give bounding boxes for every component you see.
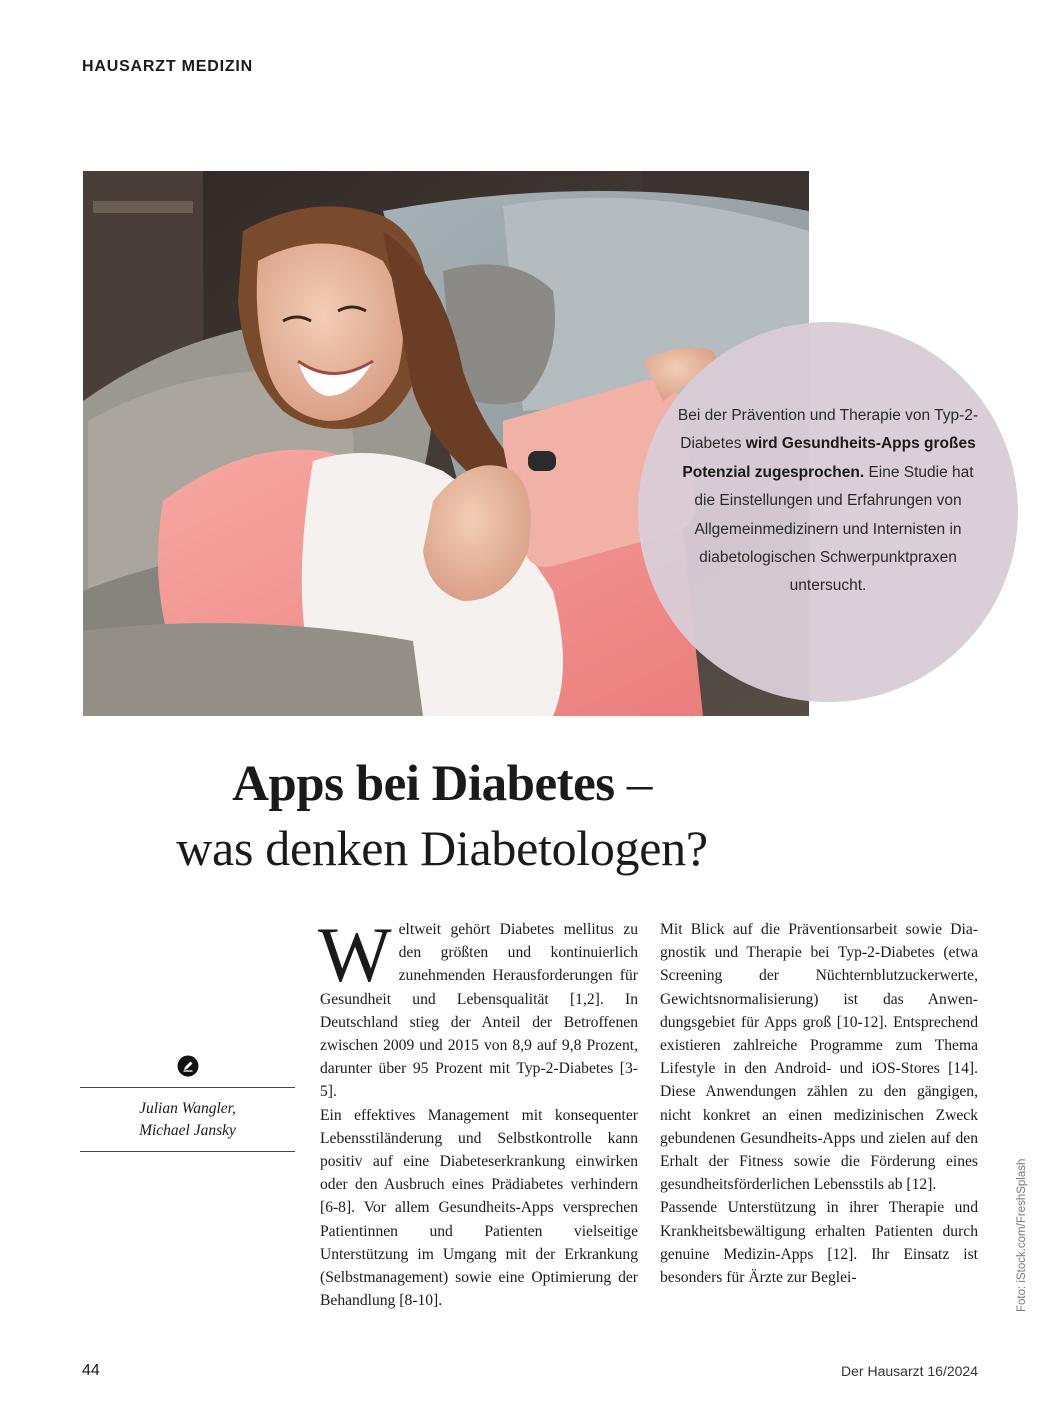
teaser-part1: Bei der Prävention und Therapie von Typ-2-Diabetes [677, 407, 979, 453]
headline-line2: was denken Diabetologen? [176, 820, 708, 876]
body-paragraph: Ein effektives Management mit konsequenter Lebensstiländerung und Selbstkontrolle kann positiv auf eine Diabeteserkrankung einwirken oder den Ausbruch eines Prädiabetes verhindern [6-8]. Vor allem Gesundheits-Apps versprechen Patientinnen und Patienten vielseitige Unterstützung im Umgang mit der Erkrankung (Selbstmanagement) sowie eine Optimierung der Behandlung [8-10]. [320, 1106, 638, 1310]
body-column-2 [660, 918, 978, 1289]
body-column-1 [318, 911, 638, 1312]
body-paragraph: Passende Unterstützung in ihrer Therapie und Krankheitsbewältigung erhalten Patienten durch genuine Medizin-Apps [12]. Ihr Einsatz ist besonders für Ärzte zur Beglei- [660, 1199, 978, 1287]
headline-dash: – [614, 756, 652, 812]
page-number: 44 [82, 1362, 100, 1379]
paragraph-text: eltweit gehört Diabetes mellitus zu den größten und kontinuierlich zunehmenden Herausforderungen für Gesundheit und Lebensqualität [1,2]. In Deutschland stieg der Anteil der Betroffenen zwischen 2009 und 2015 von 8,9 auf 9,8 Prozent, darunter über 95 Prozent mit Typ-2-Diabetes [3-5]. [320, 921, 638, 1101]
author-name: Michael Jansky [139, 1122, 236, 1139]
author-name: Julian Wangler, [139, 1100, 236, 1117]
dropcap: W [318, 911, 392, 998]
headline-line1: Apps bei Diabetes [232, 756, 615, 812]
journal-footer: Der Hausarzt 16/2024 [841, 1363, 978, 1379]
author-rule-bottom [80, 1151, 295, 1152]
teaser-text [670, 402, 986, 601]
section-label: HAUSARZT MEDIZIN [82, 58, 254, 75]
photo-credit: Foto: iStock.com/FreshSplash [1016, 1158, 1028, 1312]
author-names [80, 1088, 295, 1151]
article-headline [0, 752, 884, 880]
author-box [80, 1055, 295, 1152]
body-paragraph: Mit Blick auf die Präventionsarbeit sowie Diagnostik und Therapie bei Typ-2-Diabetes (etwa Screening der Nüchternblutzuckerwerte, Gewichtsnormalisierung) ist das Anwendungsgebiet für Apps groß [10-12]. Entsprechend existieren zahlreiche Programme zum Thema Lifestyle in den Android- und iOS-Stores [14]. Diese Anwendungen zählen zu den gängigen, nicht konkret an einen medizinischen Zweck gebundenen Gesundheits-Apps und zielen auf den Erhalt der Fitness sowie die Förderung eines gesundheitsförderlichen Lebensstils ab [12]. [660, 921, 978, 1194]
teaser-part2: Eine Studie hat die Einstellungen und Erfahrungen von Allgemeinmedizinern und Internisten in diabetologischen Schwerpunktpraxen untersucht. [694, 463, 974, 595]
pen-icon [177, 1055, 199, 1077]
body-paragraph [318, 911, 638, 1104]
teaser-bold: wird Gesundheits-Apps großes Potenzial zugesprochen. [682, 435, 976, 481]
